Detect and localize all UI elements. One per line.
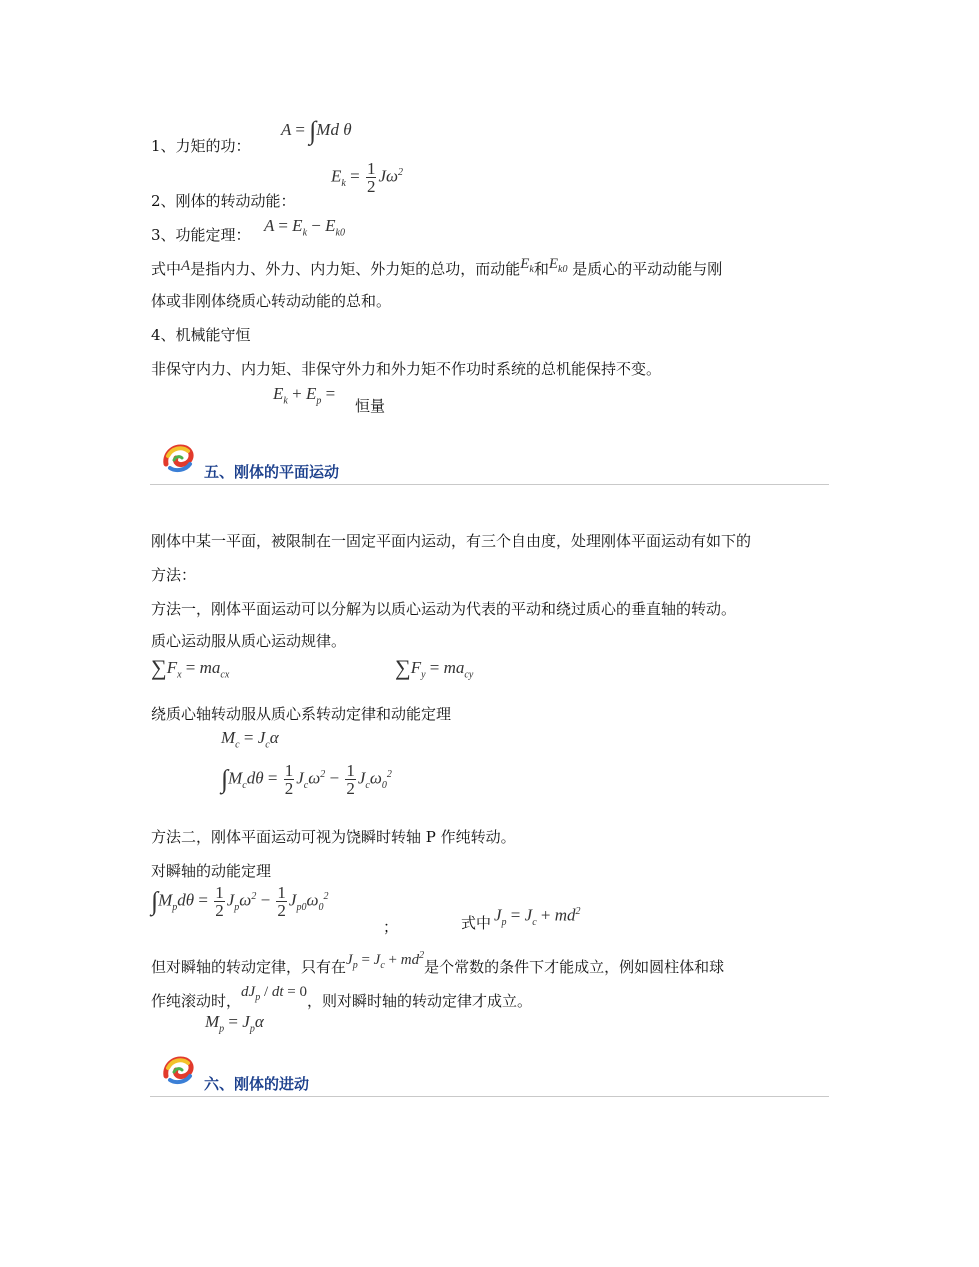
formula-jp-inline: $J_p = J_c + md^2$ xyxy=(346,950,425,971)
rotation-law-text: 绕质心轴转动服从质心系转动定律和动能定理 xyxy=(151,705,452,723)
text-segment-a: 是指内力、外力、内力矩、外力矩的总功，而动能 xyxy=(190,260,521,278)
formula-ke-theorem-instant: $\int M_pd\theta$ = $\frac{1}{2}$ $J_p\omega^2$ − $\frac{1}{2}$ $J_{p0}\omega_0^2$ xyxy=(151,883,329,920)
symbol-Ek0: $E_{k0}$ xyxy=(548,256,568,275)
com-law-text: 质心运动服从质心运动规律。 xyxy=(151,632,347,650)
condition-text-d: ，则对瞬时轴的转动定律才成立。 xyxy=(307,992,533,1010)
condition-line-1 xyxy=(151,950,725,984)
semicolon: ； xyxy=(383,918,399,936)
section-5-title: 五、刚体的平面运动 xyxy=(204,463,340,481)
formula-ke-theorem-com: $\int M_cd\theta$ = $\frac{1}{2}$ $J_c\omega^2$ − $\frac{1}{2}$ $J_c\omega_0^2$ xyxy=(221,761,392,798)
item-2-label: 2、刚体的转动动能： xyxy=(151,192,296,210)
formula-mp: $M_p = J_p\alpha$ xyxy=(205,1012,264,1035)
formula-sum-fy: $\sum F_y = ma_{cy}$ xyxy=(395,655,474,681)
method-2-text: 方法二，刚体平面运动可视为饶瞬时转轴 P 作纯转动。 xyxy=(151,828,516,846)
section-5-heading xyxy=(150,442,829,485)
formula-djp-dt: $dJ_p$ / dt = 0 xyxy=(241,984,307,1003)
section-5-intro-1: 刚体中某一平面，被限制在一固定平面内运动，有三个自由度，处理刚体平面运动有如下的 xyxy=(151,532,752,550)
formula-work-of-torque: A = ∫Md θ xyxy=(281,116,352,145)
text-prefix: 式中 xyxy=(151,260,182,278)
text-and: 和 xyxy=(533,260,549,278)
formula-parallel-axis: $J_p = J_c + md^2$ xyxy=(494,905,581,929)
colorful-swirl-icon xyxy=(162,442,196,480)
condition-text-a: 但对瞬轴的转动定律，只有在 xyxy=(151,958,347,976)
formula-rotational-ke: $E_k$ = $\frac{1}{2}$ $J\omega^2$ xyxy=(331,159,403,196)
formula-sum-fx: $\sum F_x = ma_{cx}$ xyxy=(151,655,230,681)
where-label: 式中 xyxy=(461,914,492,932)
symbol-A: A xyxy=(181,258,191,274)
section-6-heading xyxy=(150,1054,829,1097)
item-1-label: 1、力矩的功： xyxy=(151,137,251,155)
explanation-line-2: 体或非刚体绕质心转动动能的总和。 xyxy=(151,292,392,310)
formula-work-energy: $A = E_k - E_{k0}$ xyxy=(264,216,345,239)
section-5-intro-2: 方法： xyxy=(151,566,197,584)
method-1-text: 方法一，刚体平面运动可以分解为以质心运动为代表的平动和绕过质心的垂直轴的转动。 xyxy=(151,600,737,618)
symbol-Ek: $E_k$ xyxy=(520,256,534,275)
condition-text-b: 是个常数的条件下才能成立，例如圆柱体和球 xyxy=(424,958,725,976)
conservation-statement: 非保守内力、内力矩、非保守外力和外力矩不作功时系统的总机能保持不变。 xyxy=(151,360,662,378)
condition-text-c: 作纯滚动时， xyxy=(151,992,242,1010)
item-4-label: 4、机械能守恒 xyxy=(151,326,251,344)
section-6-title: 六、刚体的进动 xyxy=(204,1075,310,1093)
constant-label: 恒量 xyxy=(355,397,386,415)
colorful-swirl-icon xyxy=(162,1054,196,1092)
instant-axis-ke-text: 对瞬轴的动能定理 xyxy=(151,862,272,880)
explanation-line-1 xyxy=(151,256,723,286)
formula-energy-conservation: $E_k + E_p$ = xyxy=(273,384,336,407)
text-segment-b: 是质心的平动动能与刚 xyxy=(572,260,723,278)
formula-mc: $M_c = J_c\alpha$ xyxy=(221,728,279,751)
item-3-label: 3、功能定理： xyxy=(151,226,251,244)
